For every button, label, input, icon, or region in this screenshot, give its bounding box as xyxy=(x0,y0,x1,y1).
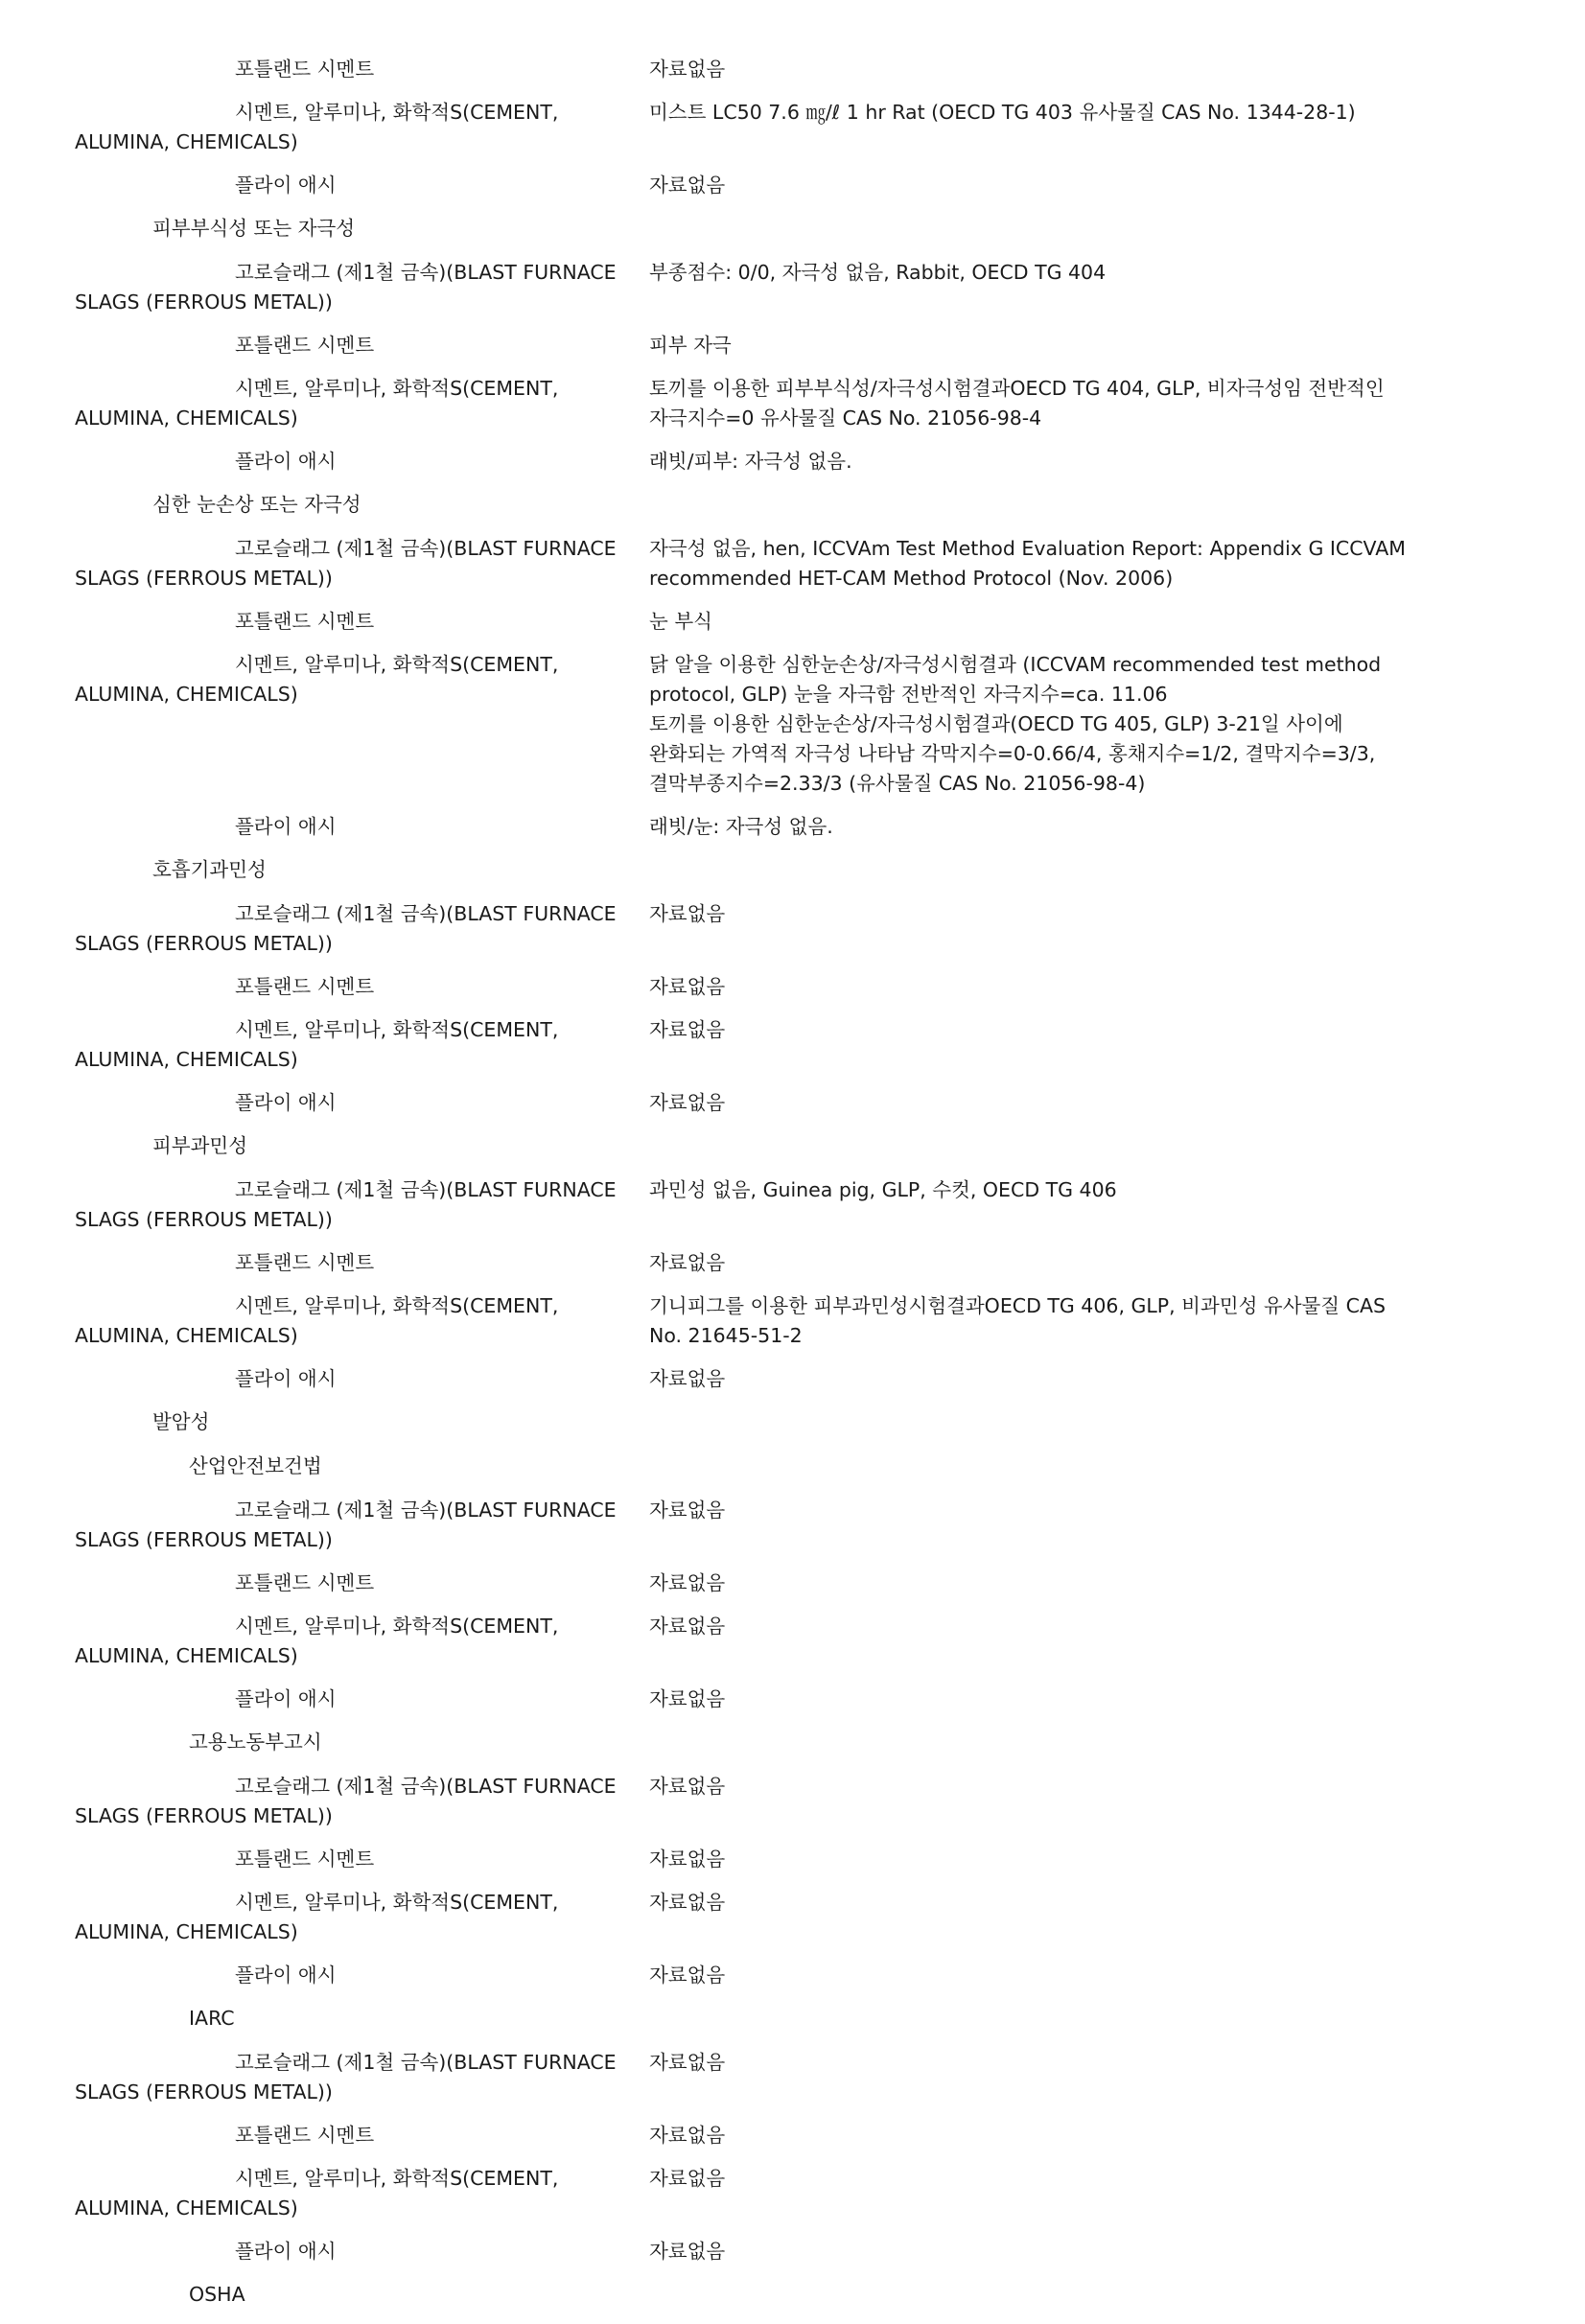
substance-row xyxy=(0,899,1585,959)
substance-value: 자극성 없음, hen, ICCVAm Test Method Evaluation Report: Appendix G ICCVAM recommended HET-CAM Method Protocol (Nov. 2006) xyxy=(649,537,1406,590)
substance-value: 자료없음 xyxy=(649,1251,726,1274)
substance-value: 토끼를 이용한 피부부식성/자극성시험결과OECD TG 404, GLP, 비자극성임 전반적인 자극지수=0 유사물질 CAS No. 21056-98-4 xyxy=(649,377,1385,430)
substance-name: 플라이 애시 xyxy=(235,2240,337,2263)
subsection-heading: IARC xyxy=(189,2007,235,2030)
substance-value: 자료없음 xyxy=(649,2167,726,2190)
substance-value: 기니피그를 이용한 피부과민성시험결과OECD TG 406, GLP, 비과민성 유사물질 CAS No. 21645-51-2 xyxy=(649,1294,1386,1347)
substance-value: 자료없음 xyxy=(649,58,726,81)
row-spacer xyxy=(0,1555,1585,1569)
row-spacer xyxy=(0,1831,1585,1845)
substance-row xyxy=(0,171,1585,200)
substance-name: 포틀랜드 시멘트 xyxy=(235,1571,375,1594)
section-heading: 피부과민성 xyxy=(152,1134,248,1157)
substance-value: 자료없음 xyxy=(649,1891,726,1914)
substance-row xyxy=(0,1569,1585,1598)
substance-name: 시멘트, 알루미나, 화학적S(CEMENT, ALUMINA, CHEMICALS) xyxy=(75,653,559,706)
substance-row xyxy=(0,1496,1585,1555)
substance-name: 플라이 애시 xyxy=(235,1964,337,1987)
subsection-heading: 고용노동부고시 xyxy=(189,1731,322,1754)
substance-row xyxy=(0,1845,1585,1874)
substance-row xyxy=(0,1291,1585,1351)
substance-name: 포틀랜드 시멘트 xyxy=(235,334,375,357)
section-heading: 심한 눈손상 또는 자극성 xyxy=(152,493,361,516)
row-spacer xyxy=(0,157,1585,171)
substance-row xyxy=(0,2048,1585,2107)
substance-name: 시멘트, 알루미나, 화학적S(CEMENT, ALUMINA, CHEMICALS) xyxy=(75,1891,559,1943)
substance-row xyxy=(0,534,1585,593)
row-spacer xyxy=(0,2150,1585,2164)
row-spacer xyxy=(0,1075,1585,1088)
substance-value: 눈 부식 xyxy=(649,610,712,633)
row-spacer xyxy=(0,1002,1585,1015)
substance-name: 포틀랜드 시멘트 xyxy=(235,1848,375,1871)
substance-name: 플라이 애시 xyxy=(235,1687,337,1710)
substance-value: 자료없음 xyxy=(649,1687,726,1710)
row-spacer xyxy=(0,1394,1585,1407)
substance-row xyxy=(0,2237,1585,2266)
section-heading: 발암성 xyxy=(152,1410,210,1433)
substance-row xyxy=(0,1364,1585,1394)
substance-value: 자료없음 xyxy=(649,1018,726,1041)
subsection-heading: OSHA xyxy=(189,2283,245,2306)
substance-name: 포틀랜드 시멘트 xyxy=(235,58,375,81)
row-spacer xyxy=(0,2107,1585,2121)
substance-value: 자료없음 xyxy=(649,174,726,197)
substance-value: 자료없음 xyxy=(649,1964,726,1987)
substance-row xyxy=(0,2164,1585,2223)
substance-name: 고로슬래그 (제1철 금속)(BLAST FURNACE SLAGS (FERROUS METAL)) xyxy=(75,1178,617,1231)
substance-name: 시멘트, 알루미나, 화학적S(CEMENT, ALUMINA, CHEMICALS) xyxy=(75,1018,559,1071)
row-spacer xyxy=(0,476,1585,490)
row-spacer xyxy=(0,1874,1585,1888)
substance-row xyxy=(0,1612,1585,1671)
substance-row xyxy=(0,812,1585,842)
row-spacer xyxy=(0,433,1585,447)
substance-row xyxy=(0,1248,1585,1278)
msds-toxicity-document xyxy=(0,55,1585,2324)
substance-row xyxy=(0,55,1585,84)
substance-name: 고로슬래그 (제1철 금속)(BLAST FURNACE SLAGS (FERROUS METAL)) xyxy=(75,261,617,314)
substance-row xyxy=(0,1088,1585,1118)
substance-name: 포틀랜드 시멘트 xyxy=(235,2124,375,2147)
row-spacer xyxy=(0,842,1585,855)
substance-value: 자료없음 xyxy=(649,2240,726,2263)
substance-name: 시멘트, 알루미나, 화학적S(CEMENT, ALUMINA, CHEMICALS) xyxy=(75,1294,559,1347)
substance-value: 닭 알을 이용한 심한눈손상/자극성시험결과 (ICCVAM recommended test method protocol, GLP) 눈을 자극함 전반적인 자극지수=ca. 11.06 토끼를 이용한 심한눈손상/자극성시험결과(OECD TG 405, GLP) 3-21일 사이에 완화되는 가역적 자극성 나타남 각막지수=0-0.66/4, 홍채지수=1/2, 결막지수=3/3, 결막부종지수=2.33/3 (유사물질 CAS No. 21056-98-4) xyxy=(649,653,1382,795)
substance-name: 고로슬래그 (제1철 금속)(BLAST FURNACE SLAGS (FERROUS METAL)) xyxy=(75,1499,617,1551)
substance-name: 시멘트, 알루미나, 화학적S(CEMENT, ALUMINA, CHEMICALS) xyxy=(75,2167,559,2219)
substance-name: 플라이 애시 xyxy=(235,815,337,838)
substance-value: 자료없음 xyxy=(649,2124,726,2147)
substance-value: 자료없음 xyxy=(649,1367,726,1390)
substance-row xyxy=(0,258,1585,317)
substance-name: 고로슬래그 (제1철 금속)(BLAST FURNACE SLAGS (FERROUS METAL)) xyxy=(75,537,617,590)
section-heading: 호흡기과민성 xyxy=(152,858,267,881)
substance-row xyxy=(0,650,1585,799)
row-spacer xyxy=(0,2223,1585,2237)
substance-row xyxy=(0,1015,1585,1075)
substance-value: 자료없음 xyxy=(649,1615,726,1638)
row-spacer xyxy=(0,200,1585,214)
substance-name: 플라이 애시 xyxy=(235,450,337,473)
substance-name: 포틀랜드 시멘트 xyxy=(235,975,375,998)
row-spacer xyxy=(0,2266,1585,2280)
row-spacer xyxy=(0,1278,1585,1291)
substance-name: 플라이 애시 xyxy=(235,174,337,197)
substance-row xyxy=(0,1175,1585,1235)
row-spacer xyxy=(0,637,1585,650)
row-spacer xyxy=(0,1118,1585,1131)
substance-row xyxy=(0,374,1585,433)
substance-name: 플라이 애시 xyxy=(235,1367,337,1390)
substance-row xyxy=(0,1888,1585,1947)
row-spacer xyxy=(0,1235,1585,1248)
substance-name: 시멘트, 알루미나, 화학적S(CEMENT, ALUMINA, CHEMICALS) xyxy=(75,1615,559,1667)
substance-value: 래빗/피부: 자극성 없음. xyxy=(649,450,852,473)
section-heading: 피부부식성 또는 자극성 xyxy=(152,217,356,240)
substance-name: 포틀랜드 시멘트 xyxy=(235,1251,375,1274)
substance-name: 포틀랜드 시멘트 xyxy=(235,610,375,633)
substance-value: 자료없음 xyxy=(649,975,726,998)
row-spacer xyxy=(0,360,1585,374)
row-spacer xyxy=(0,1598,1585,1612)
substance-value: 미스트 LC50 7.6 ㎎/ℓ 1 hr Rat (OECD TG 403 유사물질 CAS No. 1344-28-1) xyxy=(649,101,1356,124)
substance-name: 시멘트, 알루미나, 화학적S(CEMENT, ALUMINA, CHEMICALS) xyxy=(75,377,559,430)
row-spacer xyxy=(0,1990,1585,2004)
substance-value: 자료없음 xyxy=(649,2051,726,2074)
substance-row xyxy=(0,607,1585,637)
substance-name: 고로슬래그 (제1철 금속)(BLAST FURNACE SLAGS (FERROUS METAL)) xyxy=(75,902,617,955)
row-spacer xyxy=(0,1351,1585,1364)
substance-value: 과민성 없음, Guinea pig, GLP, 수컷, OECD TG 406 xyxy=(649,1178,1117,1201)
substance-row xyxy=(0,1685,1585,1714)
substance-row xyxy=(0,2121,1585,2150)
row-spacer xyxy=(0,959,1585,972)
substance-value: 자료없음 xyxy=(649,902,726,925)
substance-name: 고로슬래그 (제1철 금속)(BLAST FURNACE SLAGS (FERROUS METAL)) xyxy=(75,1775,617,1827)
substance-value: 부종점수: 0/0, 자극성 없음, Rabbit, OECD TG 404 xyxy=(649,261,1107,284)
substance-value: 자료없음 xyxy=(649,1848,726,1871)
row-spacer xyxy=(0,593,1585,607)
substance-name: 시멘트, 알루미나, 화학적S(CEMENT, ALUMINA, CHEMICALS) xyxy=(75,101,559,153)
substance-value: 자료없음 xyxy=(649,1499,726,1522)
substance-value: 자료없음 xyxy=(649,1775,726,1798)
substance-name: 고로슬래그 (제1철 금속)(BLAST FURNACE SLAGS (FERROUS METAL)) xyxy=(75,2051,617,2103)
substance-value: 자료없음 xyxy=(649,1571,726,1594)
row-spacer xyxy=(0,1714,1585,1728)
substance-row xyxy=(0,98,1585,157)
row-spacer xyxy=(0,84,1585,98)
substance-value: 피부 자극 xyxy=(649,334,732,357)
substance-row xyxy=(0,1772,1585,1831)
substance-value: 래빗/눈: 자극성 없음. xyxy=(649,815,833,838)
row-spacer xyxy=(0,799,1585,812)
substance-row xyxy=(0,1961,1585,1990)
substance-name: 플라이 애시 xyxy=(235,1091,337,1114)
row-spacer xyxy=(0,1671,1585,1685)
row-spacer xyxy=(0,317,1585,331)
substance-row xyxy=(0,331,1585,360)
substance-row xyxy=(0,972,1585,1002)
subsection-heading: 산업안전보건법 xyxy=(189,1454,322,1477)
substance-row xyxy=(0,447,1585,476)
row-spacer xyxy=(0,1947,1585,1961)
substance-value: 자료없음 xyxy=(649,1091,726,1114)
